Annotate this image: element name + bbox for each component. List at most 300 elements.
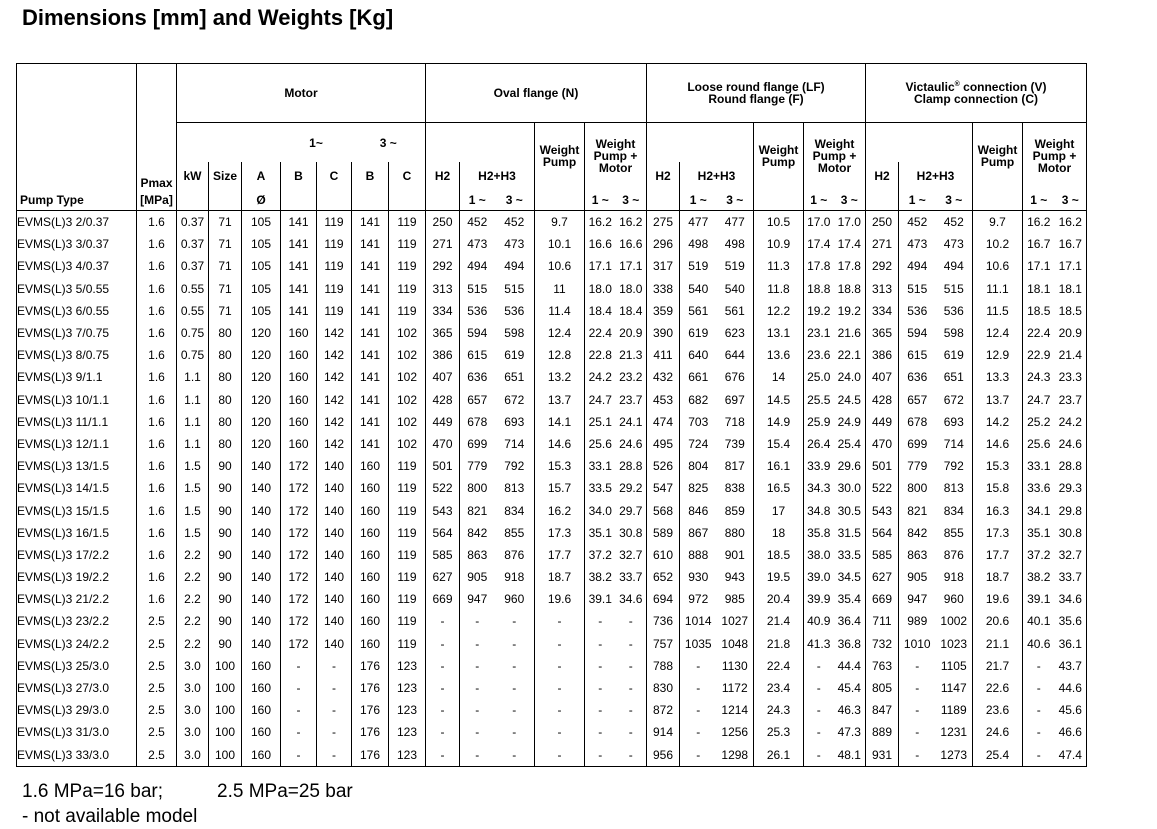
table-cell: 501 [866,455,899,477]
table-cell: 119 [389,566,426,588]
table-cell: 45.6 [1058,703,1082,718]
table-cell: - [512,681,517,696]
pump-type-cell: EVMS(L)3 8/0.75 [17,348,110,363]
table-cell: 160 [281,322,317,344]
table-cell: - [680,699,717,721]
table-cell: - [460,699,495,721]
a-diameter-header: Ø [242,189,281,211]
table-cell: 140 [242,544,281,566]
table-cell: 24.3 [754,699,804,721]
table-cell: - [899,655,936,677]
table-cell: 271 [866,233,899,255]
table-cell: 636 [460,366,495,388]
table-cell: 19.5 [754,566,804,588]
table-cell: 432 [647,366,680,388]
table-cell: 142 [317,322,352,344]
table-cell: 30.8 [619,525,643,540]
table-cell: 495 [647,433,680,455]
table-cell: 35.6 [1058,614,1082,629]
table-cell: 21.4 [754,610,804,632]
table-cell: 176 [352,721,389,743]
table-cell: 250 [866,211,899,234]
table-cell: 876 [943,547,964,562]
table-cell: 1.6 [137,211,177,234]
table-cell: 657 [460,389,495,411]
table-cell: 805 [866,677,899,699]
table-cell: 80 [209,389,242,411]
table-row [17,211,1087,234]
table-cell: 24.6 [973,721,1023,743]
table-cell: 38.2 [585,566,616,588]
table-cell: 1172 [721,681,748,696]
table-cell: 1.1 [177,411,209,433]
table-cell: 1.5 [177,499,209,521]
table-cell: 39.0 [804,566,834,588]
table-cell: 22.4 [754,655,804,677]
table-cell: 359 [647,300,680,322]
table-cell: - [585,677,616,699]
table-cell: 119 [389,633,426,655]
table-cell: 140 [317,610,352,632]
table-cell: 615 [899,344,936,366]
oval-h2h3-header: H2+H3 [460,162,535,189]
table-cell: 985 [724,592,745,607]
table-cell: 17.1 [1058,259,1082,274]
table-cell: 120 [242,366,281,388]
table-cell: 123 [389,721,426,743]
table-cell: 678 [460,411,495,433]
table-cell: 26.1 [754,744,804,767]
table-cell: 1.1 [177,389,209,411]
table-cell: - [281,655,317,677]
table-cell: 452 [460,211,495,234]
oval-blank-cell [426,123,535,163]
table-row [17,344,1087,366]
table-cell: 105 [242,300,281,322]
table-cell: 141 [352,433,389,455]
table-cell: 526 [647,455,680,477]
table-cell: 16.6 [585,233,616,255]
table-cell: 800 [460,477,495,499]
table-cell: 33.7 [1058,570,1082,585]
table-cell: 651 [504,370,525,385]
table-cell: 876 [504,547,525,562]
table-cell: 140 [242,566,281,588]
table-cell: 473 [899,233,936,255]
table-row [17,544,1087,566]
table-cell: - [281,677,317,699]
table-cell: - [426,721,460,743]
pump-type-cell: EVMS(L)3 27/3.0 [17,681,110,696]
table-cell: 18.7 [973,566,1023,588]
table-cell: 12.4 [535,322,585,344]
table-cell: 20.9 [1058,326,1082,341]
table-cell: - [899,744,936,767]
table-cell: 141 [352,278,389,300]
table-cell: 1298 [721,747,749,762]
table-cell: 947 [460,588,495,610]
table-cell: 23.7 [619,392,643,407]
table-cell: - [585,633,616,655]
table-cell: 470 [426,433,460,455]
table-cell: 930 [680,566,717,588]
table-cell: 0.37 [177,211,209,234]
pump-type-cell: EVMS(L)3 17/2.2 [17,547,110,562]
table-cell: 1023 [940,636,968,651]
table-cell: 11 [535,278,585,300]
table-cell: 16.2 [616,211,647,234]
table-cell: 779 [899,455,936,477]
table-cell: 11.1 [973,278,1023,300]
table-cell: 12.9 [973,344,1023,366]
table-cell: 543 [866,499,899,521]
b-1ph-header: B [281,162,317,189]
table-cell: 867 [680,522,717,544]
oval-h2h3-1ph: 1 ~ [460,189,495,211]
table-cell: - [680,744,717,767]
table-cell: 714 [943,436,964,451]
table-cell: 35.4 [837,592,861,607]
table-cell: 18.4 [585,300,616,322]
table-cell: 141 [352,300,389,322]
table-cell: 34.0 [585,499,616,521]
pump-type-cell: EVMS(L)3 11/1.1 [17,414,109,429]
pressure-note-25: 2.5 MPa=25 bar [217,781,353,802]
table-cell: 25.4 [837,436,861,451]
table-cell: 522 [866,477,899,499]
table-row [17,433,1087,455]
pump-type-cell: EVMS(L)3 7/0.75 [17,326,110,341]
pump-type-cell: EVMS(L)3 13/1.5 [17,459,110,474]
table-cell: - [680,655,717,677]
table-cell: 1.6 [137,544,177,566]
table-cell: 619 [943,348,964,363]
table-cell: 672 [504,392,525,407]
table-cell: 19.2 [804,300,834,322]
table-cell: 160 [352,477,389,499]
table-cell: 1.6 [137,522,177,544]
c-1ph-header: C [317,162,352,189]
table-cell: 120 [242,322,281,344]
page-title: Dimensions [mm] and Weights [Kg] [22,5,394,30]
table-cell: 21.6 [837,326,861,341]
table-cell: - [1023,655,1055,677]
loose-round-flange-line1: Loose round flange (LF) [687,80,825,94]
table-cell: 120 [242,389,281,411]
table-cell: 18.4 [619,303,643,318]
table-row [17,477,1087,499]
table-cell: - [1023,721,1055,743]
table-cell: 1.5 [177,477,209,499]
table-cell: - [512,636,517,651]
table-cell: 140 [242,477,281,499]
table-cell: 160 [281,344,317,366]
motor-header: Motor [177,64,426,123]
victaulic-text: Victaulic [905,80,955,94]
table-cell: 627 [866,566,899,588]
table-cell: - [628,747,633,762]
table-cell: 676 [724,370,745,385]
table-cell: 1.6 [137,433,177,455]
table-cell: 477 [717,211,754,234]
table-cell: 140 [317,499,352,521]
table-cell: 2.5 [137,699,177,721]
table-cell: 703 [680,411,717,433]
table-cell: 141 [281,233,317,255]
table-cell: 1.6 [137,411,177,433]
table-cell: 407 [866,366,899,388]
table-cell: 142 [317,411,352,433]
three-phase-header: 3 ~ [352,123,426,163]
table-cell: 1.1 [177,366,209,388]
table-cell: 119 [317,278,352,300]
table-cell: 855 [943,525,964,540]
table-cell: 627 [426,566,460,588]
table-cell: 25.6 [1023,433,1055,455]
table-cell: 598 [504,326,525,341]
table-cell: 972 [680,588,717,610]
table-cell: 71 [209,233,242,255]
table-cell: 11.5 [973,300,1023,322]
table-cell: 669 [866,588,899,610]
table-cell: 90 [209,522,242,544]
table-cell: 1048 [721,636,749,651]
table-cell: - [512,747,517,762]
table-cell: - [535,610,585,632]
table-cell: 724 [680,433,717,455]
table-cell: - [628,614,633,629]
table-cell: 141 [281,278,317,300]
table-cell: 172 [281,477,317,499]
table-cell: - [585,721,616,743]
oval-weight-sub-blank [535,189,585,211]
table-cell: 452 [899,211,936,234]
table-cell: 46.6 [1058,725,1082,740]
table-cell: 20.4 [754,588,804,610]
table-cell: - [512,614,517,629]
table-cell: 473 [943,237,964,252]
victaulic-h2-sub-blank [866,189,899,211]
table-cell: 44.4 [837,658,861,673]
table-cell: 792 [943,459,964,474]
table-cell: 18.5 [1023,300,1055,322]
table-cell: 1.5 [177,455,209,477]
table-cell: 863 [899,544,936,566]
pressure-note [22,779,353,804]
table-cell: - [317,721,352,743]
table-cell: 90 [209,477,242,499]
loose-round-flange-header [647,64,866,123]
table-cell: 644 [724,348,745,363]
oval-h2h3-3ph: 3 ~ [505,192,523,207]
table-cell: 24.2 [1058,414,1082,429]
table-cell: 18.8 [804,278,834,300]
table-cell: 16.6 [619,237,643,252]
table-cell: 2.5 [137,744,177,767]
loose-weight-sub-blank [754,189,804,211]
kw-header: kW [177,162,209,189]
table-row [17,744,1087,767]
table-cell: 20.6 [973,610,1023,632]
table-cell: - [680,721,717,743]
motor-blank-cell [177,123,281,163]
table-cell: - [317,744,352,767]
victaulic-connection-text: connection (V) [959,80,1047,94]
table-cell: 14.9 [754,411,804,433]
table-cell: 33.5 [837,547,861,562]
table-cell: 15.3 [973,455,1023,477]
table-cell: 651 [943,370,964,385]
pump-type-cell: EVMS(L)3 21/2.2 [17,592,110,607]
table-cell: 615 [460,344,495,366]
table-cell: 142 [317,366,352,388]
table-cell: 515 [899,278,936,300]
table-cell: 16.7 [1058,237,1082,252]
table-cell: 0.37 [177,255,209,277]
table-cell: 0.55 [177,278,209,300]
victaulic-wpm-3ph: 3 ~ [1061,192,1079,207]
table-cell: - [512,725,517,740]
table-cell: 37.2 [585,544,616,566]
table-cell: 100 [209,744,242,767]
table-cell: 160 [242,721,281,743]
table-cell: 141 [352,233,389,255]
table-cell: 682 [680,389,717,411]
table-cell: 585 [426,544,460,566]
table-cell: 292 [426,255,460,277]
table-cell: 901 [724,547,745,562]
table-cell: 763 [866,655,899,677]
table-cell: - [281,744,317,767]
table-cell: 1014 [680,610,717,632]
pump-type-cell: EVMS(L)3 19/2.2 [17,570,110,585]
table-cell: 120 [242,411,281,433]
table-cell: - [460,744,495,767]
table-cell: 10.1 [535,233,585,255]
table-cell: 34.5 [837,570,861,585]
table-cell: 12.4 [973,322,1023,344]
table-cell: 830 [647,677,680,699]
table-cell: 29.7 [619,503,643,518]
table-cell: 13.3 [973,366,1023,388]
pump-type-cell: EVMS(L)3 31/3.0 [17,725,110,740]
table-cell: 623 [724,326,745,341]
table-cell: 536 [943,303,964,318]
table-cell: 140 [317,455,352,477]
table-cell: 334 [866,300,899,322]
table-cell: 564 [866,522,899,544]
pump-type-header: Pump Type [20,193,84,207]
table-cell: 119 [389,522,426,544]
registered-mark: ® [954,81,960,88]
table-cell: 80 [209,344,242,366]
table-cell: 880 [724,525,745,540]
table-cell: 140 [242,588,281,610]
table-row [17,610,1087,632]
table-cell: - [512,703,517,718]
table-cell: 1.6 [137,389,177,411]
table-cell: 25.2 [1023,411,1055,433]
table-cell: 140 [317,633,352,655]
table-cell: 15.7 [535,477,585,499]
table-cell: 38.2 [1023,566,1055,588]
table-cell: 48.1 [837,747,861,762]
table-cell: 699 [460,433,495,455]
table-cell: - [804,655,834,677]
table-cell: 313 [426,278,460,300]
table-cell: 31.5 [837,525,861,540]
table-cell: 947 [899,588,936,610]
table-cell: 452 [495,211,535,234]
table-cell: 428 [426,389,460,411]
table-cell: 19.6 [535,588,585,610]
table-cell: 119 [389,278,426,300]
table-cell: 1002 [940,614,968,629]
table-cell: 160 [242,677,281,699]
table-cell: 9.7 [535,211,585,234]
table-cell: 38.0 [804,544,834,566]
table-cell: 39.9 [804,588,834,610]
table-cell: - [628,725,633,740]
table-cell: 17.4 [837,237,861,252]
table-cell: 494 [504,259,525,274]
loose-wpm-1ph: 1 ~ [804,189,834,211]
table-cell: 33.9 [804,455,834,477]
table-cell: 120 [242,433,281,455]
table-cell: - [1023,744,1055,767]
oval-wpm-3ph: 3 ~ [622,192,640,207]
table-cell: 842 [899,522,936,544]
table-row [17,322,1087,344]
table-cell: 594 [899,322,936,344]
table-cell: - [804,677,834,699]
table-cell: 119 [389,477,426,499]
table-row [17,255,1087,277]
table-cell: 739 [724,436,745,451]
not-available-note: - not available model [22,806,198,827]
table-cell: 2.5 [137,655,177,677]
table-row [17,455,1087,477]
b-1ph-sub-blank [281,189,317,211]
table-cell: 16.3 [973,499,1023,521]
table-cell: 47.3 [837,725,861,740]
table-cell: 33.7 [619,570,643,585]
table-cell: 33.6 [1023,477,1055,499]
table-cell: 141 [352,411,389,433]
table-cell: 28.8 [1058,459,1082,474]
table-cell: 543 [426,499,460,521]
table-cell: 16.2 [535,499,585,521]
table-cell: 11.8 [754,278,804,300]
table-cell: 18.1 [1058,281,1082,296]
table-cell: 17.4 [804,233,834,255]
table-cell: 732 [866,633,899,655]
pump-type-cell: EVMS(L)3 15/1.5 [17,503,110,518]
table-cell: 13.6 [754,344,804,366]
loose-h2h3-1ph: 1 ~ [680,189,717,211]
table-cell: 29.3 [1058,481,1082,496]
table-cell: 105 [242,255,281,277]
loose-h2h3-3ph: 3 ~ [726,192,744,207]
table-cell: 694 [647,588,680,610]
table-cell: 21.7 [973,655,1023,677]
table-cell: 792 [504,459,525,474]
table-cell: 160 [281,433,317,455]
table-cell: 536 [504,303,525,318]
table-cell: 30.5 [837,503,861,518]
table-cell: 40.9 [804,610,834,632]
table-cell: 515 [504,281,525,296]
